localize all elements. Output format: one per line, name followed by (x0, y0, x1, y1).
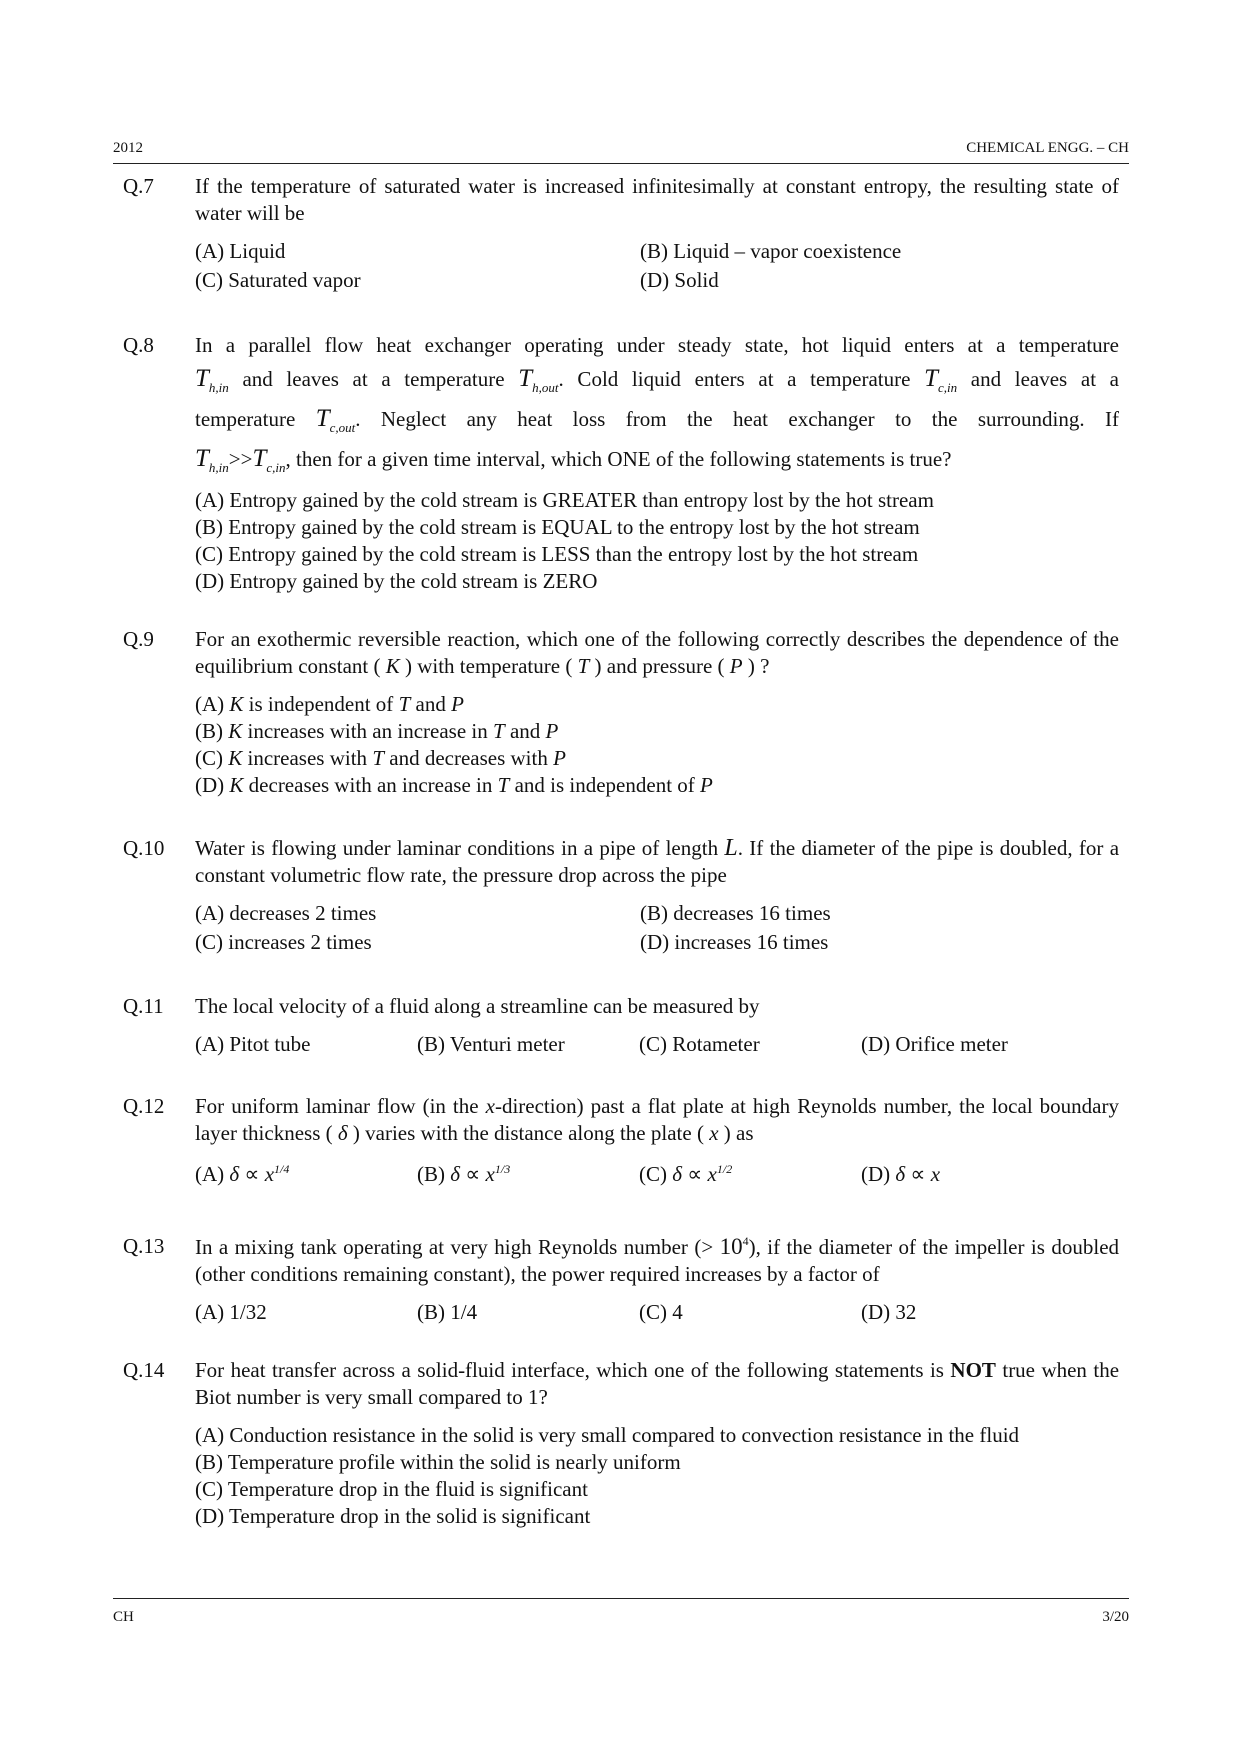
option-d: (D) Temperature drop in the solid is significant (195, 1504, 591, 1528)
question-body (195, 332, 1119, 595)
question-stem (195, 1357, 1119, 1411)
option-text: and decreases with (389, 746, 548, 770)
header-rule (113, 163, 1129, 164)
stem-text: For an exothermic reversible reaction, which one of the following correctly describes the dependence of the equilibrium constant ( (195, 627, 1119, 678)
option-b: (B) 1/4 (417, 1300, 478, 1324)
option-c (195, 745, 1119, 772)
stem-line-2 (195, 359, 1119, 399)
question-stem (195, 1093, 1119, 1147)
stem-text: ), if the diameter of the impeller is doubled (other conditions remaining constant), the power required increases by a factor of (195, 1235, 1120, 1286)
header-paper-title: CHEMICAL ENGG. – CH (966, 140, 1129, 156)
symbol-delta: δ (229, 1162, 240, 1186)
symbol-T: T (252, 445, 267, 472)
option-a: (A) Pitot tube (195, 1032, 311, 1056)
option-text: and (509, 719, 541, 743)
symbol-T: T (518, 365, 533, 392)
option-text: decreases with an increase in (248, 773, 493, 797)
symbol-delta: δ (337, 1121, 348, 1145)
stem-text: . Neglect any heat loss from the heat exchanger to the surrounding. If (355, 407, 1119, 431)
stem-text: , then for a given time interval, which ONE of the following statements is true? (285, 447, 952, 471)
option-c: (C) 4 (639, 1300, 683, 1324)
subscript-c-out: c,out (329, 420, 356, 435)
option-a: (A) 1/32 (195, 1300, 267, 1324)
question-number: Q.13 (123, 1234, 165, 1258)
footer-rule (113, 1598, 1129, 1599)
option-a: (A) Entropy gained by the cold stream is GREATER than entropy lost by the hot stream (195, 488, 934, 512)
option-label: (C) (639, 1162, 667, 1186)
stem-text: Water is flowing under laminar conditions in a pipe of length (195, 836, 719, 860)
stem-text: ) with temperature ( (404, 654, 573, 678)
question-body (195, 1233, 1119, 1328)
question-stem (195, 626, 1119, 680)
subscript-h-in: h,in (208, 460, 229, 475)
symbol-K: K (385, 654, 400, 678)
option-b: (B) Venturi meter (417, 1032, 565, 1056)
symbol-T: T (577, 654, 590, 678)
option-label: (A) (195, 1162, 225, 1186)
option-b: (B) Entropy gained by the cold stream is EQUAL to the entropy lost by the hot stream (195, 515, 920, 539)
page-header (113, 140, 1129, 157)
stem-text: ) as (723, 1121, 754, 1145)
options (195, 900, 1119, 958)
options (195, 1299, 1119, 1328)
symbol-x: x (930, 1162, 941, 1186)
question-stem: The local velocity of a fluid along a streamline can be measured by (195, 994, 760, 1018)
symbol-T: T (195, 445, 209, 472)
symbol-x: x (707, 1162, 717, 1186)
exponent: 1/4 (274, 1162, 290, 1176)
option-c: (C) Temperature drop in the fluid is significant (195, 1477, 588, 1501)
stem-text: In a mixing tank operating at very high Reynolds number (> (195, 1235, 714, 1259)
page-number: 3/20 (1102, 1609, 1129, 1625)
question-body (195, 1357, 1119, 1530)
stem-text: For heat transfer across a solid-fluid interface, which one of the following statements is (195, 1358, 944, 1382)
option-d: (D) Entropy gained by the cold stream is ZERO (195, 569, 598, 593)
stem-text: ) ? (747, 654, 770, 678)
option-b: (B) Temperature profile within the solid is nearly uniform (195, 1450, 681, 1474)
option-a (195, 1161, 417, 1188)
header-year: 2012 (113, 140, 143, 156)
symbol-T: T (195, 365, 209, 392)
symbol-T: T (493, 719, 505, 743)
stem-line-3 (195, 399, 1119, 439)
option-label: (B) (195, 719, 223, 743)
exponent: 1/2 (716, 1162, 733, 1176)
symbol-T: T (372, 746, 384, 770)
option-c (639, 1161, 861, 1188)
symbol-T: T (398, 692, 411, 716)
question-body (195, 173, 1119, 296)
option-d: (D) Solid (640, 268, 719, 292)
stem-text: . If the diameter of the pipe is doubled, for a constant volumetric flow rate, the pressure drop across the pipe (195, 836, 1120, 887)
question-number: Q.11 (123, 994, 164, 1018)
emphasis-not: NOT (950, 1358, 996, 1382)
option-a: (A) Liquid (195, 239, 286, 263)
page-footer (113, 1609, 1129, 1626)
option-a: (A) Conduction resistance in the solid is very small compared to convection resistance in the fluid (195, 1423, 1020, 1447)
options (195, 1161, 1119, 1190)
question-body (195, 993, 1119, 1060)
option-b: (B) decreases 16 times (640, 901, 831, 925)
options (195, 487, 1119, 595)
symbol-T: T (924, 365, 938, 392)
option-text: and (415, 692, 446, 716)
option-text: is independent of (248, 692, 394, 716)
option-label: (D) (195, 773, 225, 797)
option-text: increases with (247, 746, 368, 770)
question-number: Q.7 (123, 174, 154, 198)
stem-text: . Cold liquid enters at a temperature (558, 367, 911, 391)
symbol-P: P (451, 692, 464, 716)
stem-line-4 (195, 439, 1119, 479)
stem-text: and leaves at a temperature (242, 367, 505, 391)
stem-text: temperature (195, 407, 296, 431)
option-c: (C) Rotameter (639, 1032, 760, 1056)
stem-text: For uniform laminar flow (in the (195, 1094, 479, 1118)
question-number: Q.8 (123, 333, 154, 357)
option-label: (A) (195, 692, 225, 716)
power-exponent: 4 (742, 1234, 749, 1248)
much-greater-sign: >> (228, 447, 253, 471)
option-d: (D) Orifice meter (861, 1032, 1008, 1056)
options (195, 691, 1119, 799)
stem-line-1: In a parallel flow heat exchanger operating under steady state, hot liquid enters at a temperature (195, 333, 1119, 357)
option-c: (C) Saturated vapor (195, 268, 361, 292)
question-body (195, 626, 1119, 799)
question-number: Q.10 (123, 836, 165, 860)
options (195, 1422, 1119, 1530)
option-label: (C) (195, 746, 223, 770)
symbol-x: x (264, 1162, 275, 1186)
question-number: Q.12 (123, 1094, 165, 1118)
question-stem (195, 835, 1119, 889)
symbol-x: x (485, 1094, 495, 1118)
exponent: 1/3 (494, 1162, 511, 1176)
symbol-K: K (228, 719, 243, 743)
option-text: and is independent of (514, 773, 695, 797)
symbol-T: T (497, 773, 510, 797)
option-b (195, 718, 1119, 745)
stem-text: and leaves at a (970, 367, 1119, 391)
subscript-c-in: c,in (937, 380, 958, 395)
subscript-h-out: h,out (532, 380, 559, 395)
symbol-P: P (700, 773, 713, 797)
symbol-delta: δ (450, 1162, 461, 1186)
stem-text: true when the Biot number is very small compared to 1? (195, 1358, 1120, 1409)
options (195, 1031, 1119, 1060)
symbol-delta: δ (895, 1162, 906, 1186)
option-label: (B) (417, 1162, 445, 1186)
proportional-sign: ∝ (687, 1162, 703, 1186)
symbol-K: K (228, 746, 243, 770)
question-stem (195, 1233, 1119, 1288)
stem-text: ) and pressure ( (594, 654, 725, 678)
option-d: (D) 32 (861, 1300, 917, 1324)
question-stem: If the temperature of saturated water is increased infinitesimally at constant entropy, the resulting state of water will be (195, 174, 1119, 225)
symbol-L: L (724, 835, 738, 861)
proportional-sign: ∝ (244, 1162, 260, 1186)
options (195, 238, 1119, 296)
option-c: (C) increases 2 times (195, 930, 372, 954)
option-b: (B) Liquid – vapor coexistence (640, 239, 902, 263)
option-text: increases with an increase in (247, 719, 488, 743)
option-d (861, 1161, 940, 1188)
stem-text: -direction) past a flat plate at high Reynolds number, the local boundary layer thickness ( (195, 1094, 1119, 1145)
question-body (195, 1093, 1119, 1190)
option-label: (D) (861, 1162, 891, 1186)
option-d (195, 772, 1119, 799)
option-b (417, 1161, 639, 1188)
stem-text: ) varies with the distance along the plate ( (352, 1121, 704, 1145)
power-base: 10 (719, 1234, 743, 1259)
symbol-x: x (709, 1121, 719, 1145)
symbol-P: P (729, 654, 743, 678)
question-number: Q.9 (123, 627, 154, 651)
symbol-T: T (315, 405, 330, 432)
question-body (195, 835, 1119, 958)
option-a (195, 691, 1119, 718)
symbol-delta: δ (672, 1162, 683, 1186)
symbol-K: K (229, 773, 244, 797)
option-a: (A) decreases 2 times (195, 901, 377, 925)
option-d: (D) increases 16 times (640, 930, 829, 954)
question-number: Q.14 (123, 1358, 165, 1382)
subscript-c-in: c,in (266, 460, 286, 475)
symbol-x: x (485, 1162, 495, 1186)
proportional-sign: ∝ (910, 1162, 926, 1186)
subscript-h-in: h,in (208, 380, 229, 395)
symbol-P: P (553, 746, 566, 770)
proportional-sign: ∝ (465, 1162, 481, 1186)
option-c: (C) Entropy gained by the cold stream is LESS than the entropy lost by the hot stream (195, 542, 919, 566)
symbol-P: P (545, 719, 559, 743)
footer-code: CH (113, 1609, 134, 1625)
symbol-K: K (229, 692, 244, 716)
